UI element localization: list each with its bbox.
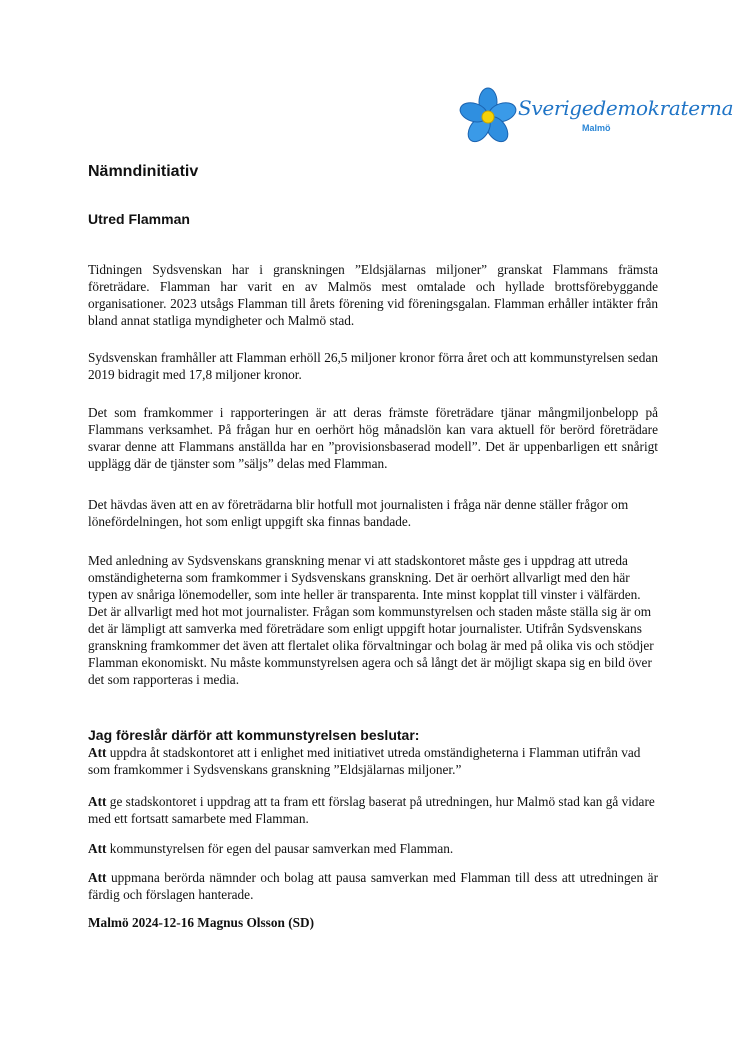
paragraph: Det hävdas även att en av företrädarna blir hotfull mot journalisten i fråga när denne ställer frågor om lönefördelningen, hot som enligt uppgift ska finnas bandade. xyxy=(88,497,629,529)
paragraph: Tidningen Sydsvenskan har i granskningen ”Eldsjälarnas miljoner” granskat Flammans främsta företrädare. Flamman har varit en av Malmös mest omtalade och hyllade brottsförebyggande organisationer. 2023 utsågs Flamman till årets förening vid föreningsgalan. Flamman erhåller intäkter från bland annat statliga myndigheter och Malmö stad. xyxy=(88,262,658,328)
signature: Malmö 2024-12-16 Magnus Olsson (SD) xyxy=(88,915,315,930)
att-keyword: Att xyxy=(88,870,107,885)
paragraph: Det som framkommer i rapporteringen är att deras främste företrädare tjänar mångmiljonbelopp på Flammans verksamhet. På frågan hur en oerhört hög månadslön kan vara aktuell för berörd företrädare svarar denne att Flammans anställda har en ”provisionsbaserad modell”. Det är uppenbarligen ett snårigt upplägg där de tjänster som ”säljs” delas med Flamman. xyxy=(88,405,658,471)
paragraph: Sydsvenskan framhåller att Flamman erhöll 26,5 miljoner kronor förra året och att kommunstyrelsen sedan 2019 bidragit med 17,8 miljoner kronor. xyxy=(88,350,658,382)
logo-wordmark: Sverigedemokraterna xyxy=(518,96,734,120)
proposal-item xyxy=(88,869,658,903)
paragraph: Med anledning av Sydsvenskans granskning menar vi att stadskontoret måste ges i uppdrag att utreda omständigheterna som framkommer i Sydsvenskans granskning. Det är oerhört allvarligt med den här typen av snåriga lönemodeller, som inte heller är transparenta. Inte minst kopplat till vinster i välfärden. Det är allvarligt med hot mot journalister. Frågan som kommunstyrelsen och staden måste ställa sig är om det är lämpligt att samverka med företrädare som enligt uppgift hotar journalister. Utifrån Sydsvenskans granskning framkommer det även att flertalet olika förvaltningar och bolag är med på olika vis och stödjer Flamman ekonomiskt. Nu måste kommunstyrelsen agera och så långt det är möjligt skapa sig en bild över det som rapporteras i media. xyxy=(88,553,654,687)
proposal-heading: Jag föreslår därför att kommunstyrelsen beslutar: xyxy=(88,727,420,743)
proposal-text: uppmana berörda nämnder och bolag att pausa samverkan med Flamman till dess att utredningen är färdig och förslagen hanterade. xyxy=(88,870,659,902)
att-keyword: Att xyxy=(88,745,107,760)
proposal-text: ge stadskontoret i uppdrag att ta fram ett förslag baserat på utredningen, hur Malmö stad kan gå vidare med ett fortsatt samarbete med Flamman. xyxy=(88,794,655,826)
party-logo xyxy=(458,86,734,148)
proposal-item xyxy=(88,793,658,827)
proposal-text: kommunstyrelsen för egen del pausar samverkan med Flamman. xyxy=(109,841,454,856)
att-keyword: Att xyxy=(88,841,107,856)
logo-city: Malmö xyxy=(582,123,611,133)
proposal-item xyxy=(88,744,658,778)
proposal-text: uppdra åt stadskontoret att i enlighet med initiativet utreda omständigheterna i Flamman utifrån vad som framkommer i Sydsvenskans granskning ”Eldsjälarnas miljoner.” xyxy=(88,745,641,777)
document-title: Nämndinitiativ xyxy=(88,163,199,180)
att-keyword: Att xyxy=(88,794,107,809)
blue-anemone-flower-icon xyxy=(458,86,520,148)
proposal-item xyxy=(88,840,658,857)
document-subtitle: Utred Flamman xyxy=(88,211,190,227)
